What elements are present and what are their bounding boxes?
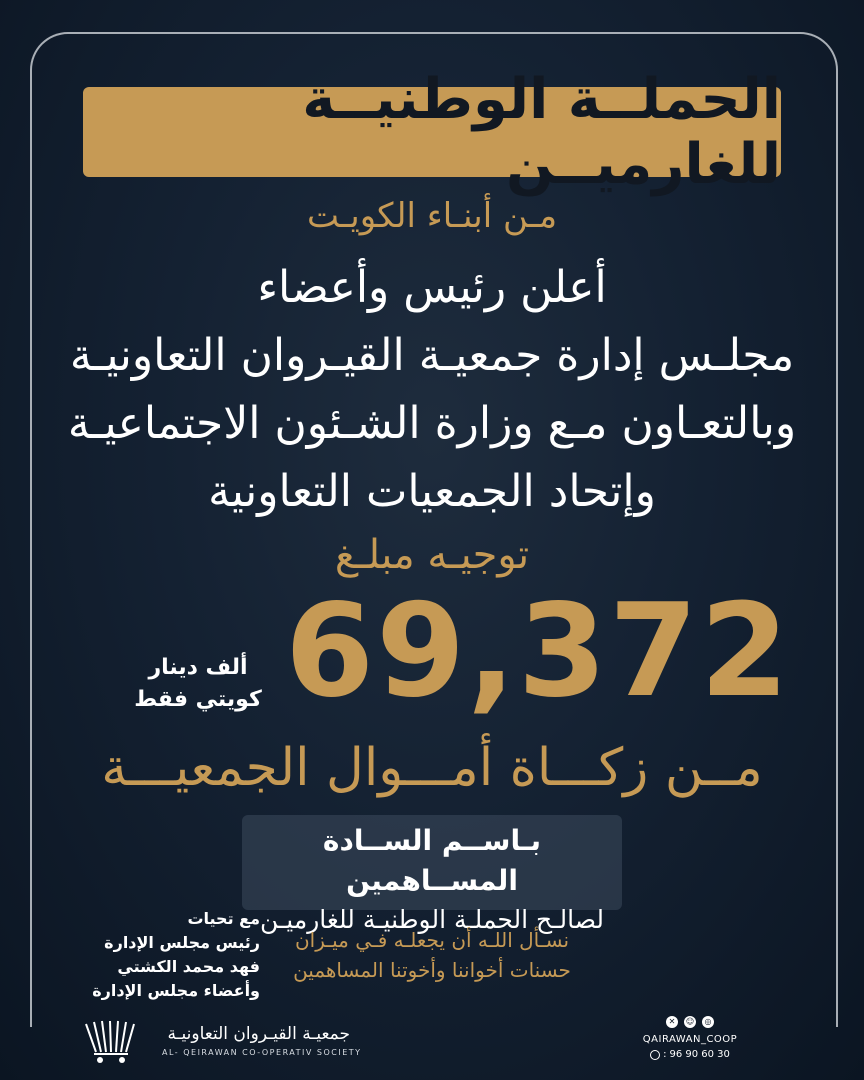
prayer-text: [262, 925, 602, 985]
greeting-line-3: فهد محمد الكشتي: [117, 957, 260, 976]
subtitle: مـن أبنـاء الكويـت: [306, 196, 558, 236]
phone-number: 96 90 60 30: [669, 1049, 730, 1060]
amount-value: 69,372: [285, 577, 791, 726]
direct-amount-label: توجيـه مبلـغ: [334, 532, 530, 578]
announcement-line-2: مجلـس إدارة جمعيـة القيـروان التعاونيـة: [69, 330, 795, 381]
shareholders-line-2: لصالـح الحملـة الوطنيـة للغارميـن: [259, 905, 605, 934]
phone-row: : 96 90 60 30: [640, 1049, 740, 1060]
announcement-line-3: وبالتعـاون مـع وزارة الشـئون الاجتماعيـة: [67, 398, 797, 449]
prayer-line-1: نسـأل اللـه أن يجعلـه فـي ميـزان: [294, 928, 570, 952]
logo-name-en: AL- QEIRAWAN CO-OPERATIV SOCIETY: [162, 1048, 362, 1057]
zakat-text: مــن زكـــاة أمـــوال الجمعيـــة: [101, 738, 763, 798]
greeting-line-1: مع تحيات: [187, 909, 260, 928]
shareholders-line-1: بـاســم الســادة المســاهمين: [322, 824, 542, 897]
logo-name-ar: جمعيـة القيـروان التعاونيـة: [167, 1024, 350, 1044]
prayer-line-2: حسنات أخواننا وأخوتنا المساهمين: [293, 958, 571, 982]
announcement-line-4: وإتحاد الجمعيات التعاونية: [208, 466, 656, 517]
campaign-title: الحملــة الوطنيــة للغارميــن: [302, 67, 781, 197]
snapchat-icon: ☺: [685, 1017, 695, 1026]
whatsapp-icon: [650, 1050, 660, 1060]
announcement-line-1: أعلن رئيس وأعضاء: [257, 262, 607, 313]
greeting-line-2: رئيس مجلس الإدارة: [104, 933, 260, 952]
currency-line-2: كويتي فقط: [134, 687, 262, 712]
cart-logo-icon: [80, 1020, 140, 1064]
title-banner: [83, 67, 781, 197]
greeting-line-4: وأعضاء مجلس الإدارة: [92, 981, 260, 1000]
currency-line-1: ألف دينار: [148, 655, 248, 680]
greetings-block: [80, 907, 260, 1003]
social-block: [640, 1016, 740, 1068]
instagram-icon: ◎: [702, 1016, 714, 1028]
currency-label: [118, 652, 278, 716]
x-icon: ✕: [666, 1016, 678, 1028]
social-handle: QAIRAWAN_COOP: [642, 1034, 738, 1045]
cooperative-logo: [80, 1018, 362, 1068]
shareholders-box: [242, 815, 622, 934]
